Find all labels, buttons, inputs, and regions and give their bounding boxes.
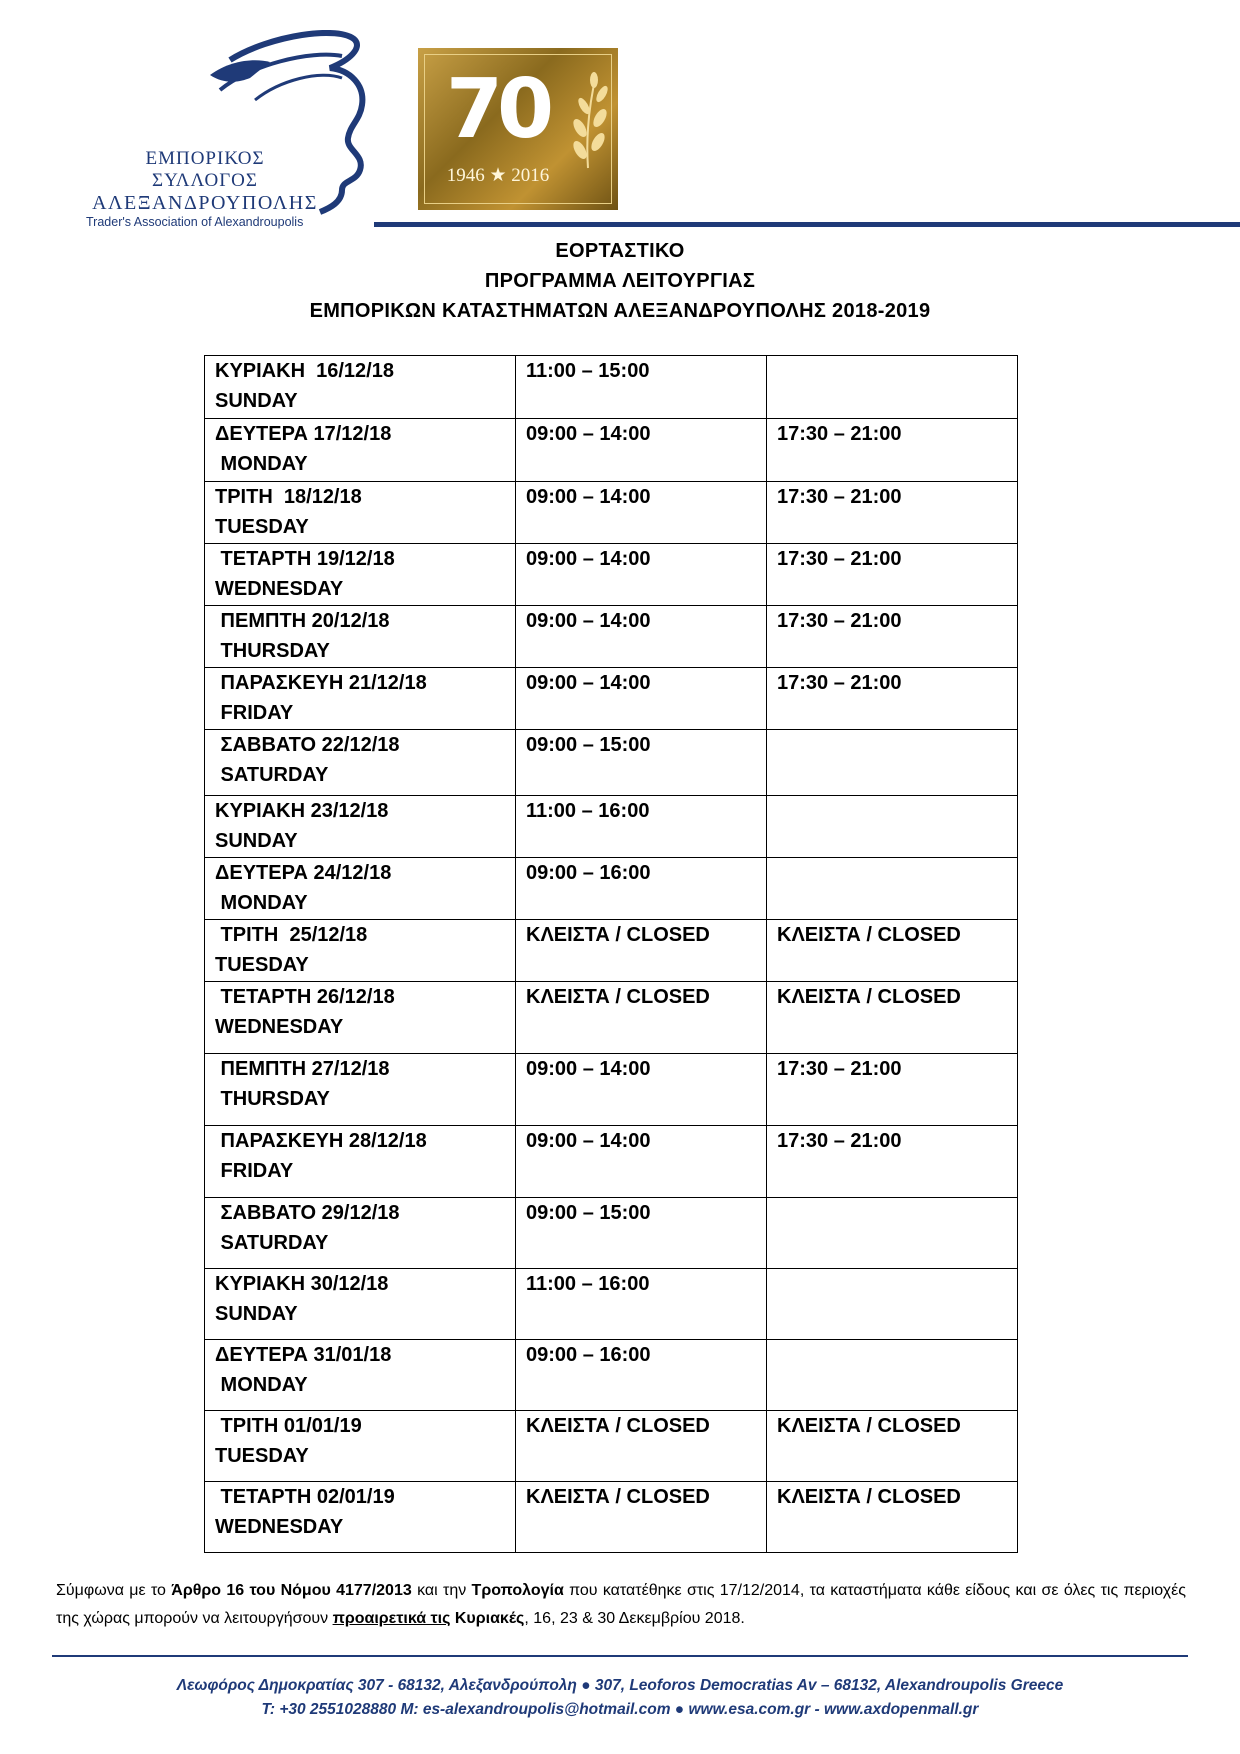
evening-hours: 17:30 – 21:00 xyxy=(767,544,1018,606)
day-english: SATURDAY xyxy=(215,1232,329,1254)
day-greek: ΔΕΥΤΕΡΑ 17/12/18 xyxy=(215,423,392,445)
table-row xyxy=(205,982,1018,1054)
evening-hours xyxy=(767,1340,1018,1411)
note-amendment: Τροπολογία xyxy=(471,1582,564,1599)
day-cell xyxy=(205,606,516,668)
day-english: WEDNESDAY xyxy=(215,1516,344,1538)
table-row xyxy=(205,1411,1018,1482)
day-greek: ΚΥΡΙΑΚΗ 16/12/18 xyxy=(215,360,394,382)
day-cell xyxy=(205,1054,516,1126)
day-cell xyxy=(205,1269,516,1340)
note-law: Άρθρο 16 του Νόμου 4177/2013 xyxy=(171,1582,412,1599)
day-cell xyxy=(205,1198,516,1269)
day-cell xyxy=(205,1411,516,1482)
table-row xyxy=(205,606,1018,668)
evening-hours: 17:30 – 21:00 xyxy=(767,482,1018,544)
day-greek: ΔΕΥΤΕΡΑ 24/12/18 xyxy=(215,862,392,884)
title-line-1: ΕΟΡΤΑΣΤΙΚΟ xyxy=(555,240,685,262)
day-greek: ΚΥΡΙΑΚΗ 30/12/18 xyxy=(215,1273,389,1295)
day-cell xyxy=(205,482,516,544)
table-row xyxy=(205,858,1018,920)
table-row xyxy=(205,668,1018,730)
morning-hours: 09:00 – 14:00 xyxy=(516,668,767,730)
day-cell xyxy=(205,356,516,419)
table-row xyxy=(205,1054,1018,1126)
day-english: FRIDAY xyxy=(215,1160,294,1182)
table-row xyxy=(205,796,1018,858)
olive-branch-icon xyxy=(566,70,610,170)
day-english: TUESDAY xyxy=(215,954,309,976)
morning-hours: 11:00 – 16:00 xyxy=(516,796,767,858)
morning-hours: 09:00 – 14:00 xyxy=(516,606,767,668)
note-text-2: και την xyxy=(411,1582,472,1599)
anniversary-number: 70 xyxy=(446,62,549,157)
title-line-3: ΕΜΠΟΡΙΚΩΝ ΚΑΤΑΣΤΗΜΑΤΩΝ ΑΛΕΞΑΝΔΡΟΥΠΟΛΗΣ 2018-2019 xyxy=(309,300,931,322)
morning-hours: 11:00 – 15:00 xyxy=(516,356,767,419)
day-greek: ΠΕΜΠΤΗ 20/12/18 xyxy=(215,610,390,632)
day-english: THURSDAY xyxy=(215,640,330,662)
day-english: SUNDAY xyxy=(215,1303,298,1325)
table-row xyxy=(205,920,1018,982)
logo-line-2: ΣΥΛΛΟΓΟΣ xyxy=(152,170,258,191)
morning-hours: 09:00 – 14:00 xyxy=(516,1126,767,1198)
morning-hours: ΚΛΕΙΣΤΑ / CLOSED xyxy=(516,920,767,982)
table-row xyxy=(205,730,1018,796)
morning-hours: ΚΛΕΙΣΤΑ / CLOSED xyxy=(516,1411,767,1482)
day-english: SUNDAY xyxy=(215,390,298,412)
note-text-1: Σύμφωνα με το xyxy=(56,1582,172,1599)
table-row xyxy=(205,482,1018,544)
day-english: THURSDAY xyxy=(215,1088,330,1110)
note-text-3: που κατατέθηκε στις 17/12/2014, τα καταστήματα κάθε είδους και σε όλες τις περιοχές της χώρας μπορούν να λειτουργήσουν xyxy=(56,1582,1187,1627)
day-english: WEDNESDAY xyxy=(215,1016,344,1038)
evening-hours: ΚΛΕΙΣΤΑ / CLOSED xyxy=(767,1411,1018,1482)
day-greek: ΤΡΙΤΗ 25/12/18 xyxy=(215,924,368,946)
day-cell xyxy=(205,730,516,796)
title-line-2: ΠΡΟΓΡΑΜΜΑ ΛΕΙΤΟΥΡΓΙΑΣ xyxy=(484,270,756,292)
morning-hours: 09:00 – 15:00 xyxy=(516,730,767,796)
morning-hours: ΚΛΕΙΣΤΑ / CLOSED xyxy=(516,982,767,1054)
evening-hours: ΚΛΕΙΣΤΑ / CLOSED xyxy=(767,920,1018,982)
footer-address: Λεωφόρος Δημοκρατίας 307 - 68132, Αλεξανδρούπολη ● 307, Leoforos Democratias Av – 68132, Alexandroupolis Greece xyxy=(176,1677,1064,1694)
evening-hours xyxy=(767,796,1018,858)
evening-hours: 17:30 – 21:00 xyxy=(767,606,1018,668)
day-cell xyxy=(205,544,516,606)
day-greek: ΤΕΤΑΡΤΗ 19/12/18 xyxy=(215,548,395,570)
day-cell xyxy=(205,1126,516,1198)
day-english: FRIDAY xyxy=(215,702,294,724)
day-english: TUESDAY xyxy=(215,516,309,538)
day-greek: ΤΕΤΑΡΤΗ 02/01/19 xyxy=(215,1486,395,1508)
legal-note xyxy=(56,1577,1186,1633)
morning-hours: 09:00 – 14:00 xyxy=(516,544,767,606)
morning-hours: ΚΛΕΙΣΤΑ / CLOSED xyxy=(516,1482,767,1553)
day-english: MONDAY xyxy=(215,453,308,475)
day-greek: ΤΕΤΑΡΤΗ 26/12/18 xyxy=(215,986,395,1008)
table-row xyxy=(205,1340,1018,1411)
evening-hours: 17:30 – 21:00 xyxy=(767,668,1018,730)
evening-hours xyxy=(767,858,1018,920)
evening-hours: 17:30 – 21:00 xyxy=(767,419,1018,482)
association-logo xyxy=(80,30,390,229)
day-cell xyxy=(205,419,516,482)
page-title xyxy=(0,236,1240,326)
evening-hours xyxy=(767,1269,1018,1340)
day-english: SUNDAY xyxy=(215,830,298,852)
note-sundays: Κυριακές xyxy=(450,1610,525,1627)
logo-english: Trader's Association of Alexandroupolis xyxy=(86,215,304,229)
evening-hours: ΚΛΕΙΣΤΑ / CLOSED xyxy=(767,1482,1018,1553)
day-cell xyxy=(205,982,516,1054)
evening-hours xyxy=(767,356,1018,419)
logo-line-3: ΑΛΕΞΑΝΔΡΟΥΠΟΛΗΣ xyxy=(92,192,318,214)
morning-hours: 09:00 – 16:00 xyxy=(516,1340,767,1411)
evening-hours: 17:30 – 21:00 xyxy=(767,1054,1018,1126)
morning-hours: 09:00 – 15:00 xyxy=(516,1198,767,1269)
table-row xyxy=(205,1269,1018,1340)
day-english: WEDNESDAY xyxy=(215,578,344,600)
table-row xyxy=(205,544,1018,606)
morning-hours: 09:00 – 16:00 xyxy=(516,858,767,920)
table-row xyxy=(205,1482,1018,1553)
day-greek: ΣΑΒΒΑΤΟ 29/12/18 xyxy=(215,1202,400,1224)
day-english: MONDAY xyxy=(215,1374,308,1396)
note-text-4: , 16, 23 & 30 Δεκεμβρίου 2018. xyxy=(524,1610,745,1627)
schedule-table xyxy=(204,355,1018,1553)
morning-hours: 09:00 – 14:00 xyxy=(516,482,767,544)
footer-divider xyxy=(52,1655,1188,1657)
anniversary-years: 1946 ★ 2016 xyxy=(446,165,550,186)
table-row xyxy=(205,356,1018,419)
day-english: TUESDAY xyxy=(215,1445,309,1467)
table-row xyxy=(205,1126,1018,1198)
day-greek: ΔΕΥΤΕΡΑ 31/01/18 xyxy=(215,1344,392,1366)
footer-contact: T: +30 2551028880 M: es-alexandroupolis@hotmail.com ● www.esa.com.gr - www.axdopenmall.gr xyxy=(261,1701,979,1718)
evening-hours: ΚΛΕΙΣΤΑ / CLOSED xyxy=(767,982,1018,1054)
day-cell xyxy=(205,668,516,730)
evening-hours: 17:30 – 21:00 xyxy=(767,1126,1018,1198)
day-greek: ΚΥΡΙΑΚΗ 23/12/18 xyxy=(215,800,389,822)
day-cell xyxy=(205,1340,516,1411)
day-english: MONDAY xyxy=(215,892,308,914)
day-cell xyxy=(205,858,516,920)
note-optional: προαιρετικά τις xyxy=(332,1610,451,1627)
day-cell xyxy=(205,920,516,982)
day-greek: ΠΑΡΑΣΚΕΥΗ 28/12/18 xyxy=(215,1130,427,1152)
day-greek: ΤΡΙΤΗ 18/12/18 xyxy=(215,486,362,508)
anniversary-logo xyxy=(418,48,618,210)
day-cell xyxy=(205,1482,516,1553)
evening-hours xyxy=(767,1198,1018,1269)
day-greek: ΠΑΡΑΣΚΕΥΗ 21/12/18 xyxy=(215,672,427,694)
day-greek: ΣΑΒΒΑΤΟ 22/12/18 xyxy=(215,734,400,756)
morning-hours: 11:00 – 16:00 xyxy=(516,1269,767,1340)
day-cell xyxy=(205,796,516,858)
table-row xyxy=(205,1198,1018,1269)
table-row xyxy=(205,419,1018,482)
morning-hours: 09:00 – 14:00 xyxy=(516,1054,767,1126)
header-divider xyxy=(374,222,1240,227)
footer xyxy=(0,1674,1240,1722)
morning-hours: 09:00 – 14:00 xyxy=(516,419,767,482)
logo-line-1: ΕΜΠΟΡΙΚΟΣ xyxy=(145,148,265,169)
day-greek: ΤΡΙΤΗ 01/01/19 xyxy=(215,1415,362,1437)
evening-hours xyxy=(767,730,1018,796)
day-english: SATURDAY xyxy=(215,764,329,786)
day-greek: ΠΕΜΠΤΗ 27/12/18 xyxy=(215,1058,390,1080)
